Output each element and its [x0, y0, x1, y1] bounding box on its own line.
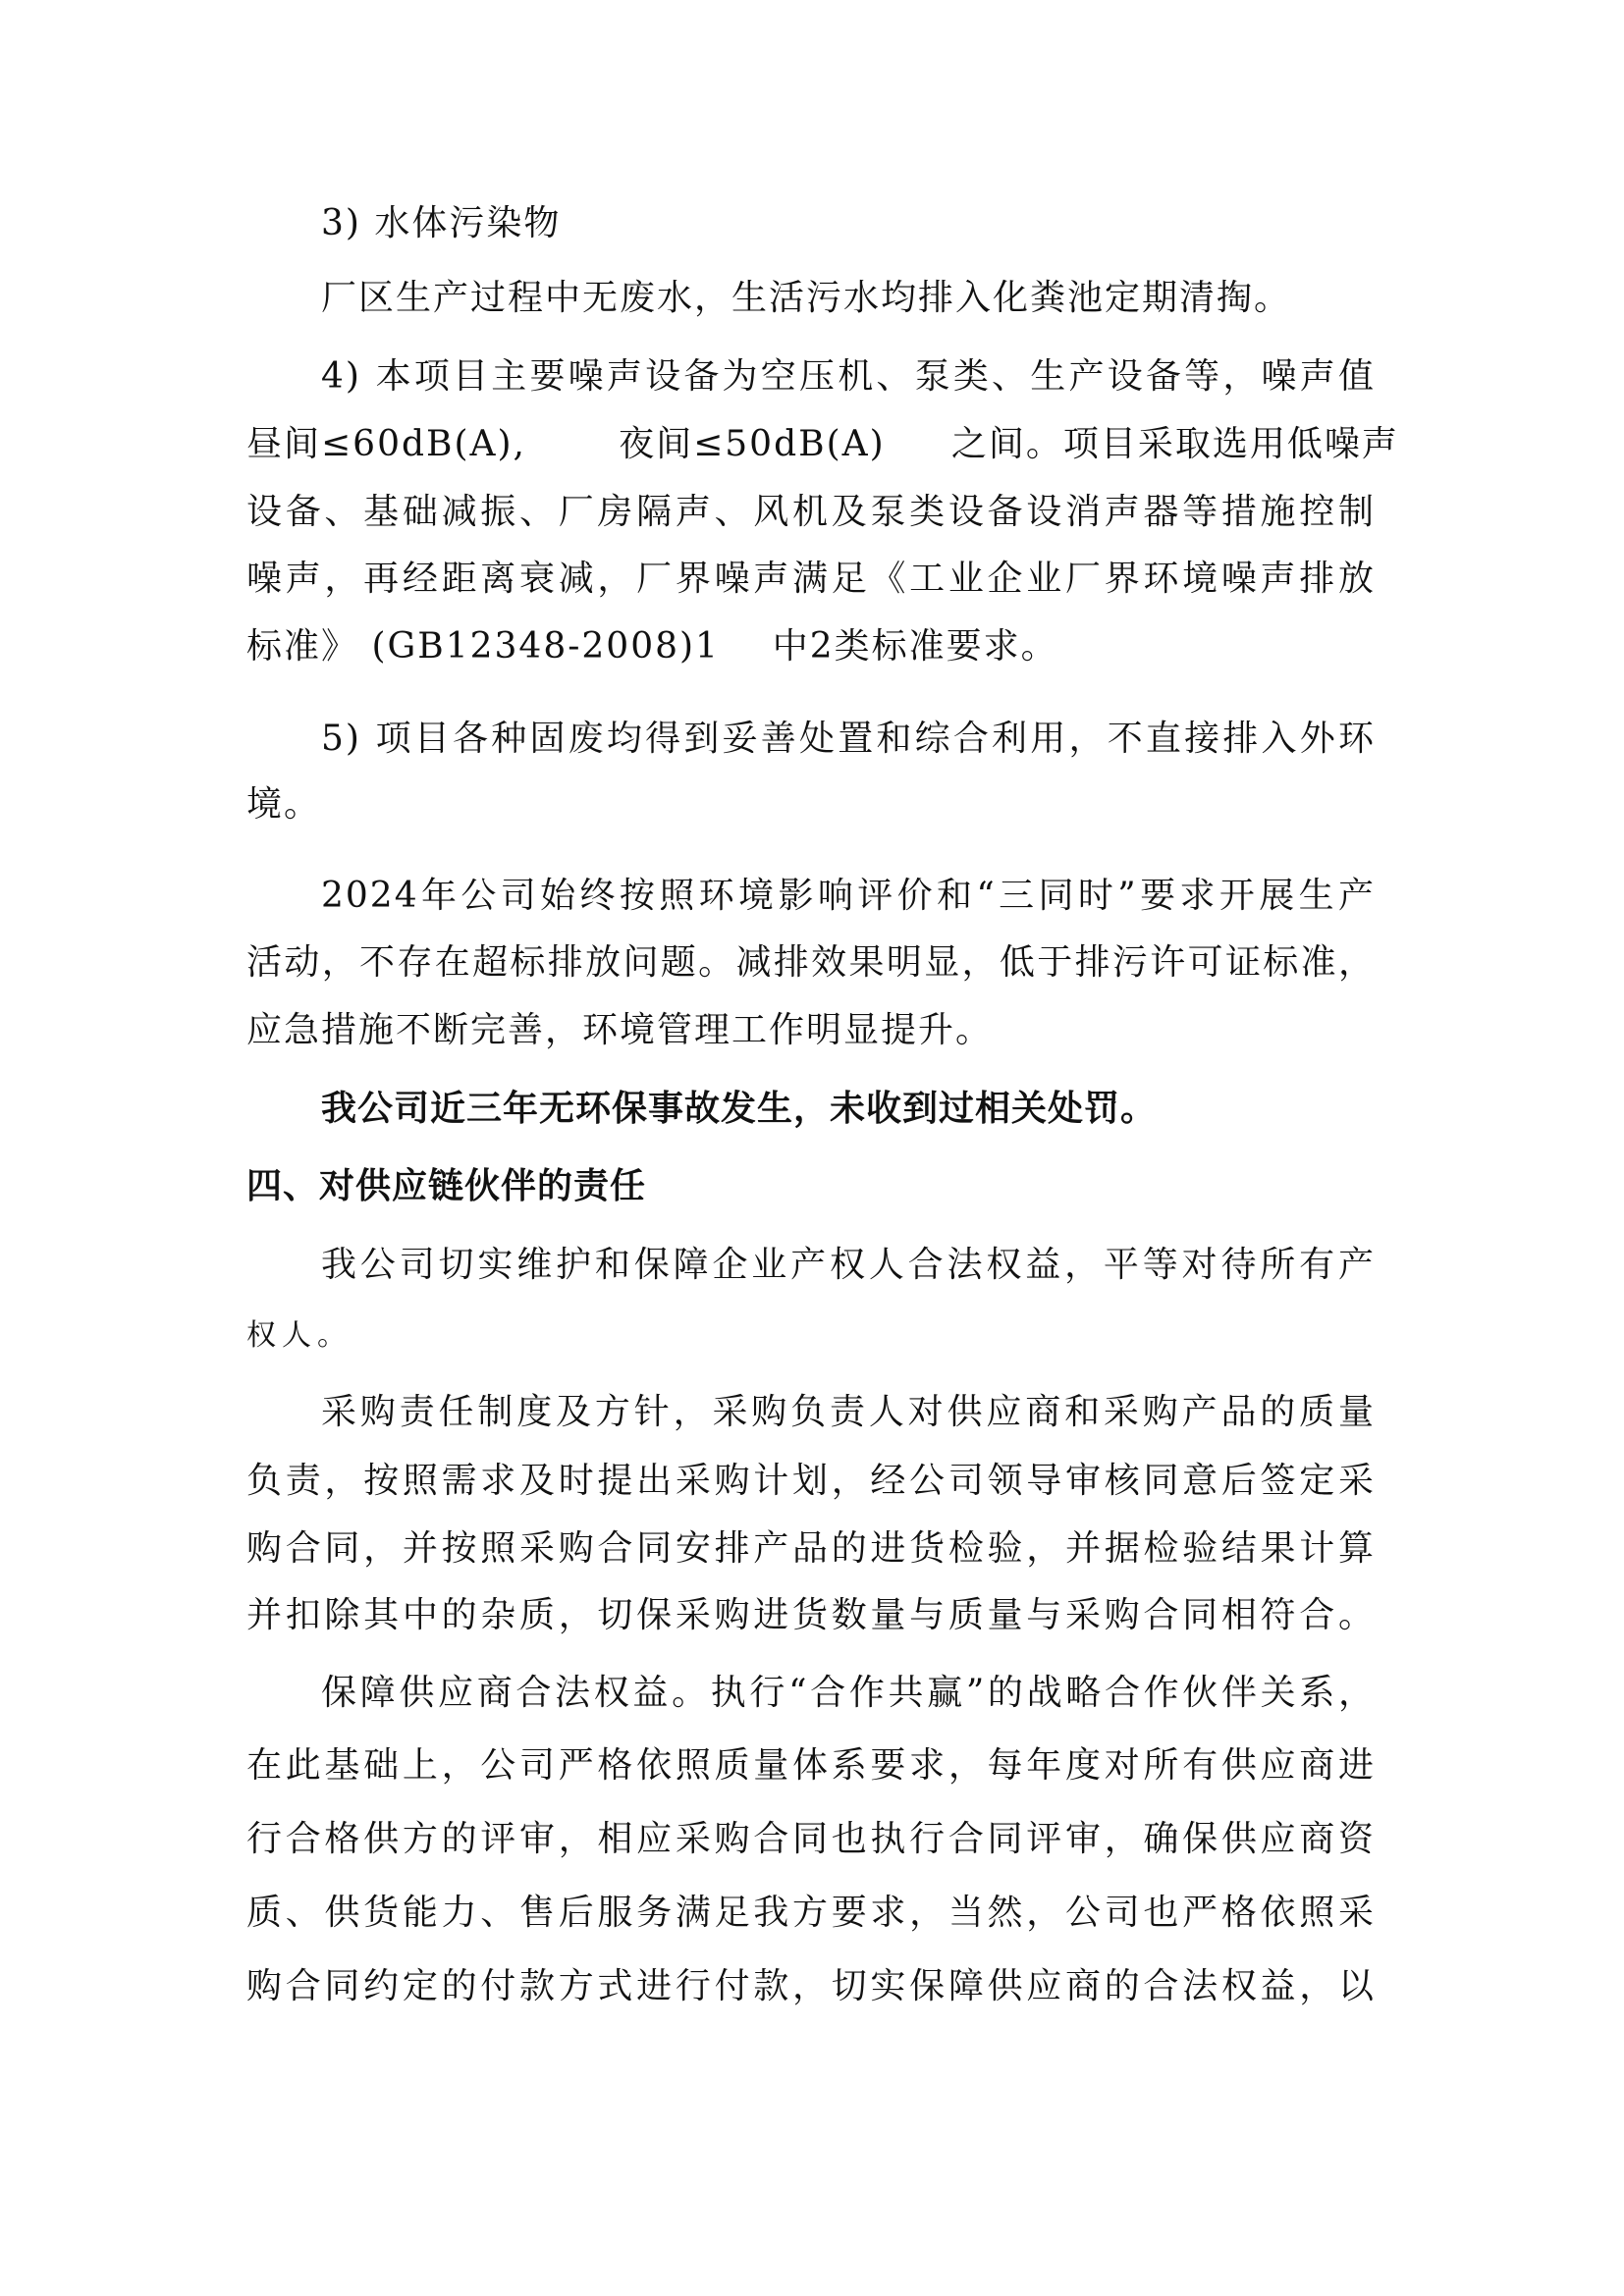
paragraph-procurement-line-3: 购合同，并按照采购合同安排产品的进货检验，并据检验结果计算 [246, 1528, 1376, 1569]
paragraph-noise-line-5: 标准》 (GB12348-2008)1 中2类标准要求。 [246, 626, 1058, 667]
paragraph-no-accidents: 我公司近三年无环保事故发生，未收到过相关处罚。 [321, 1088, 1158, 1129]
paragraph-property-rights-line-2: 权人。 [246, 1318, 352, 1353]
paragraph-procurement-line-1: 采购责任制度及方针，采购负责人对供应商和采购产品的质量 [321, 1392, 1376, 1432]
paragraph-property-rights-line-1: 我公司切实维护和保障企业产权人合法权益，平等对待所有产 [321, 1245, 1376, 1285]
paragraph-noise-line-4: 噪声，再经距离衰减，厂界噪声满足《工业企业厂界环境噪声排放 [246, 559, 1376, 599]
paragraph-solid-waste-line-2: 境。 [246, 784, 322, 825]
paragraph-noise-line-2: 昼间≤60dB(A), 夜间≤50dB(A) 之间。项目采取选用低噪声 [246, 424, 1399, 464]
paragraph-2024-line-1: 2024年公司始终按照环境影响评价和“三同时”要求开展生产 [321, 876, 1376, 916]
paragraph-2024-line-2: 活动，不存在超标排放问题。减排效果明显，低于排污许可证标准， [246, 942, 1376, 983]
paragraph-2024-line-3: 应急措施不断完善，环境管理工作明显提升。 [246, 1010, 994, 1050]
paragraph-noise-line-3: 设备、基础减振、厂房隔声、风机及泵类设备设消声器等措施控制 [246, 492, 1376, 532]
paragraph-supplier-rights-line-4: 质、供货能力、售后服务满足我方要求，当然，公司也严格依照采 [246, 1893, 1376, 1933]
paragraph-procurement-line-2: 负责，按照需求及时提出采购计划，经公司领导审核同意后签定采 [246, 1461, 1376, 1501]
paragraph-noise-line-1: 4) 本项目主要噪声设备为空压机、泵类、生产设备等，噪声值 [321, 356, 1376, 397]
section-heading-supply-chain: 四、对供应链伙伴的责任 [246, 1165, 647, 1206]
paragraph-wastewater: 厂区生产过程中无废水，生活污水均排入化粪池定期清掏。 [321, 278, 1292, 318]
paragraph-supplier-rights-line-2: 在此基础上，公司严格依照质量体系要求，每年度对所有供应商进 [246, 1745, 1376, 1786]
paragraph-solid-waste-line-1: 5) 项目各种固废均得到妥善处置和综合利用，不直接排入外环 [321, 719, 1376, 759]
paragraph-supplier-rights-line-1: 保障供应商合法权益。执行“合作共赢”的战略合作伙伴关系， [321, 1673, 1376, 1713]
paragraph-supplier-rights-line-3: 行合格供方的评审，相应采购合同也执行合同评审，确保供应商资 [246, 1819, 1376, 1859]
paragraph-water-pollutants-title: 3) 水体污染物 [321, 203, 562, 243]
paragraph-procurement-line-4: 并扣除其中的杂质，切保采购进货数量与质量与采购合同相符合。 [246, 1595, 1376, 1635]
paragraph-supplier-rights-line-5: 购合同约定的付款方式进行付款，切实保障供应商的合法权益，以 [246, 1966, 1376, 2006]
